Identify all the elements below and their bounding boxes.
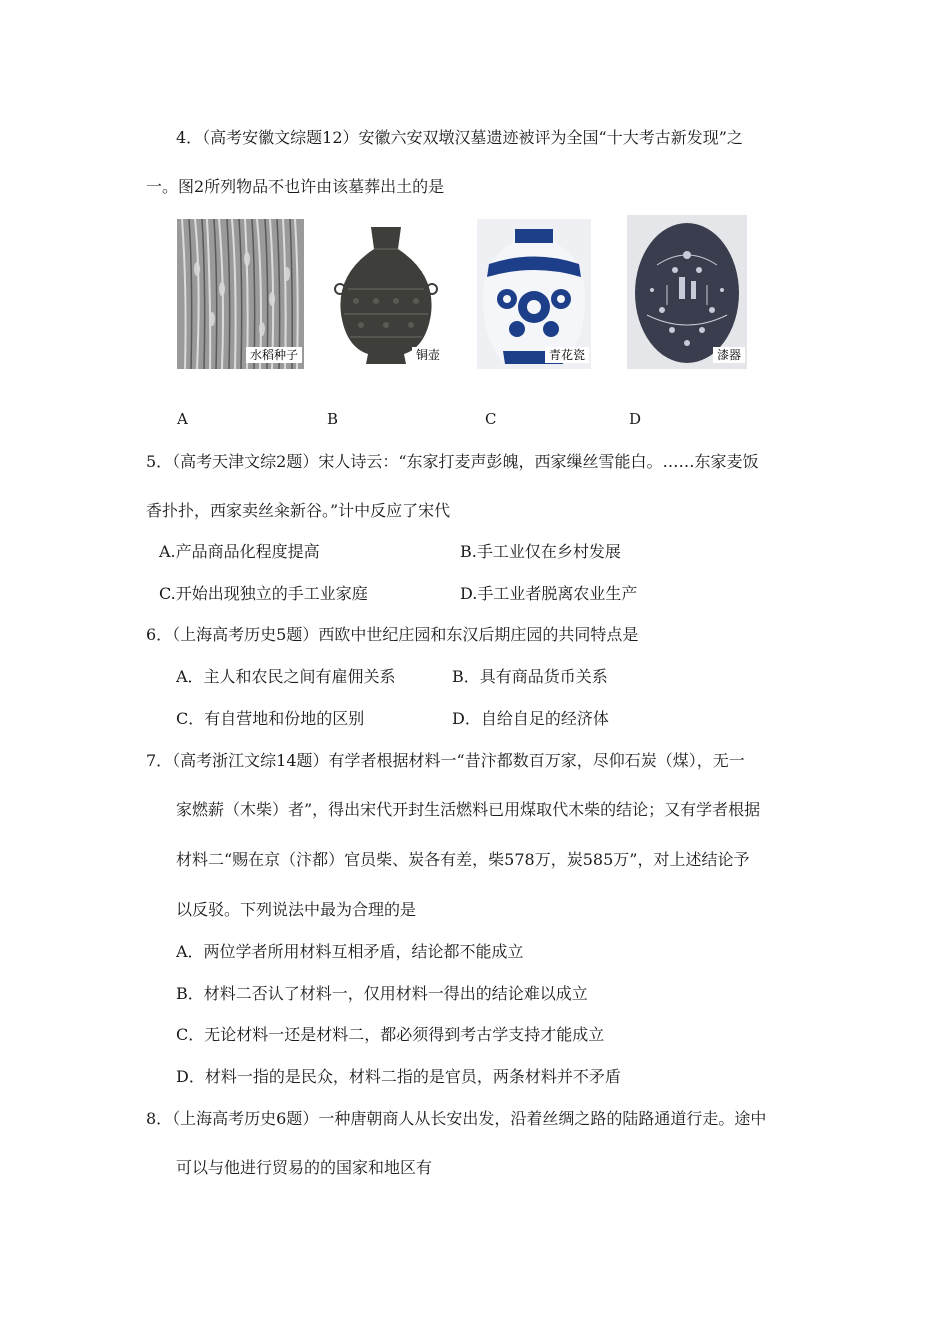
lacquerware-label: 漆器 [713, 347, 745, 363]
q6-option-b: B．具有商品货币关系 [452, 667, 608, 686]
q5-option-d: D.手工业者脱离农业生产 [460, 584, 638, 603]
image-letter-d: D [629, 410, 642, 428]
q8-line2: 可以与他进行贸易的的国家和地区有 [176, 1158, 433, 1177]
q7-option-a: A．两位学者所用材料互相矛盾，结论都不能成立 [176, 942, 524, 961]
q6-option-d: D．自给自足的经济体 [452, 709, 609, 728]
q7-option-c: C．无论材料一还是材料二，都必须得到考古学支持才能成立 [176, 1025, 605, 1044]
q5-line1: 5．（高考天津文综2题）宋人诗云：“东家打麦声彭魄，西家缫丝雪能白。……东家麦饭 [146, 452, 759, 471]
q6-line1: 6．（上海高考历史5题）西欧中世纪庄园和东汉后期庄园的共同特点是 [146, 625, 639, 644]
blue-white-porcelain-image [477, 219, 591, 369]
q7-option-b: B．材料二否认了材料一，仅用材料一得出的结论难以成立 [176, 984, 588, 1003]
q7-line2: 家燃薪（木柴）者”，得出宋代开封生活燃料已用煤取代木柴的结论；又有学者根据 [176, 800, 761, 819]
q6-option-c: C．有自营地和份地的区别 [176, 709, 365, 728]
image-letter-a: A [177, 410, 188, 428]
porcelain-label: 青花瓷 [545, 347, 589, 363]
q8-line1: 8．（上海高考历史6题）一种唐朝商人从长安出发，沿着丝绸之路的陆路通道行走。途中 [146, 1109, 767, 1128]
q4-line2: 一。图2所列物品不也许由该墓葬出土的是 [146, 177, 445, 196]
q7-line3: 材料二“赐在京（汴都）官员柴、炭各有差，柴578万，炭585万”，对上述结论予 [176, 850, 750, 869]
q7-line4: 以反驳。下列说法中最为合理的是 [176, 900, 417, 919]
bronze-pot-image [326, 219, 446, 369]
rice-seed-image [177, 219, 304, 369]
q7-line1: 7．（高考浙江文综14题）有学者根据材料一“昔汴都数百万家，尽仰石炭（煤），无一 [146, 751, 745, 770]
q5-option-a: A.产品商品化程度提高 [159, 542, 320, 561]
lacquerware-image [627, 215, 747, 369]
q7-option-d: D．材料一指的是民众，材料二指的是官员，两条材料并不矛盾 [176, 1067, 621, 1086]
q5-option-b: B.手工业仅在乡村发展 [460, 542, 621, 561]
bronze-pot-label: 铜壶 [412, 347, 444, 363]
q5-line2: 香扑扑，西家卖丝籴新谷。”计中反应了宋代 [146, 501, 451, 520]
q4-line1: 4．（高考安徽文综题12）安徽六安双墩汉墓遗迹被评为全国“十大考古新发现”之 [176, 128, 743, 147]
image-letter-b: B [327, 410, 339, 428]
q5-option-c: C.开始出现独立的手工业家庭 [159, 584, 368, 603]
rice-seed-label: 水稻种子 [246, 347, 302, 363]
lacquerware-icon [627, 215, 747, 369]
image-letter-c: C [485, 410, 497, 428]
q6-option-a: A．主人和农民之间有雇佣关系 [176, 667, 396, 686]
